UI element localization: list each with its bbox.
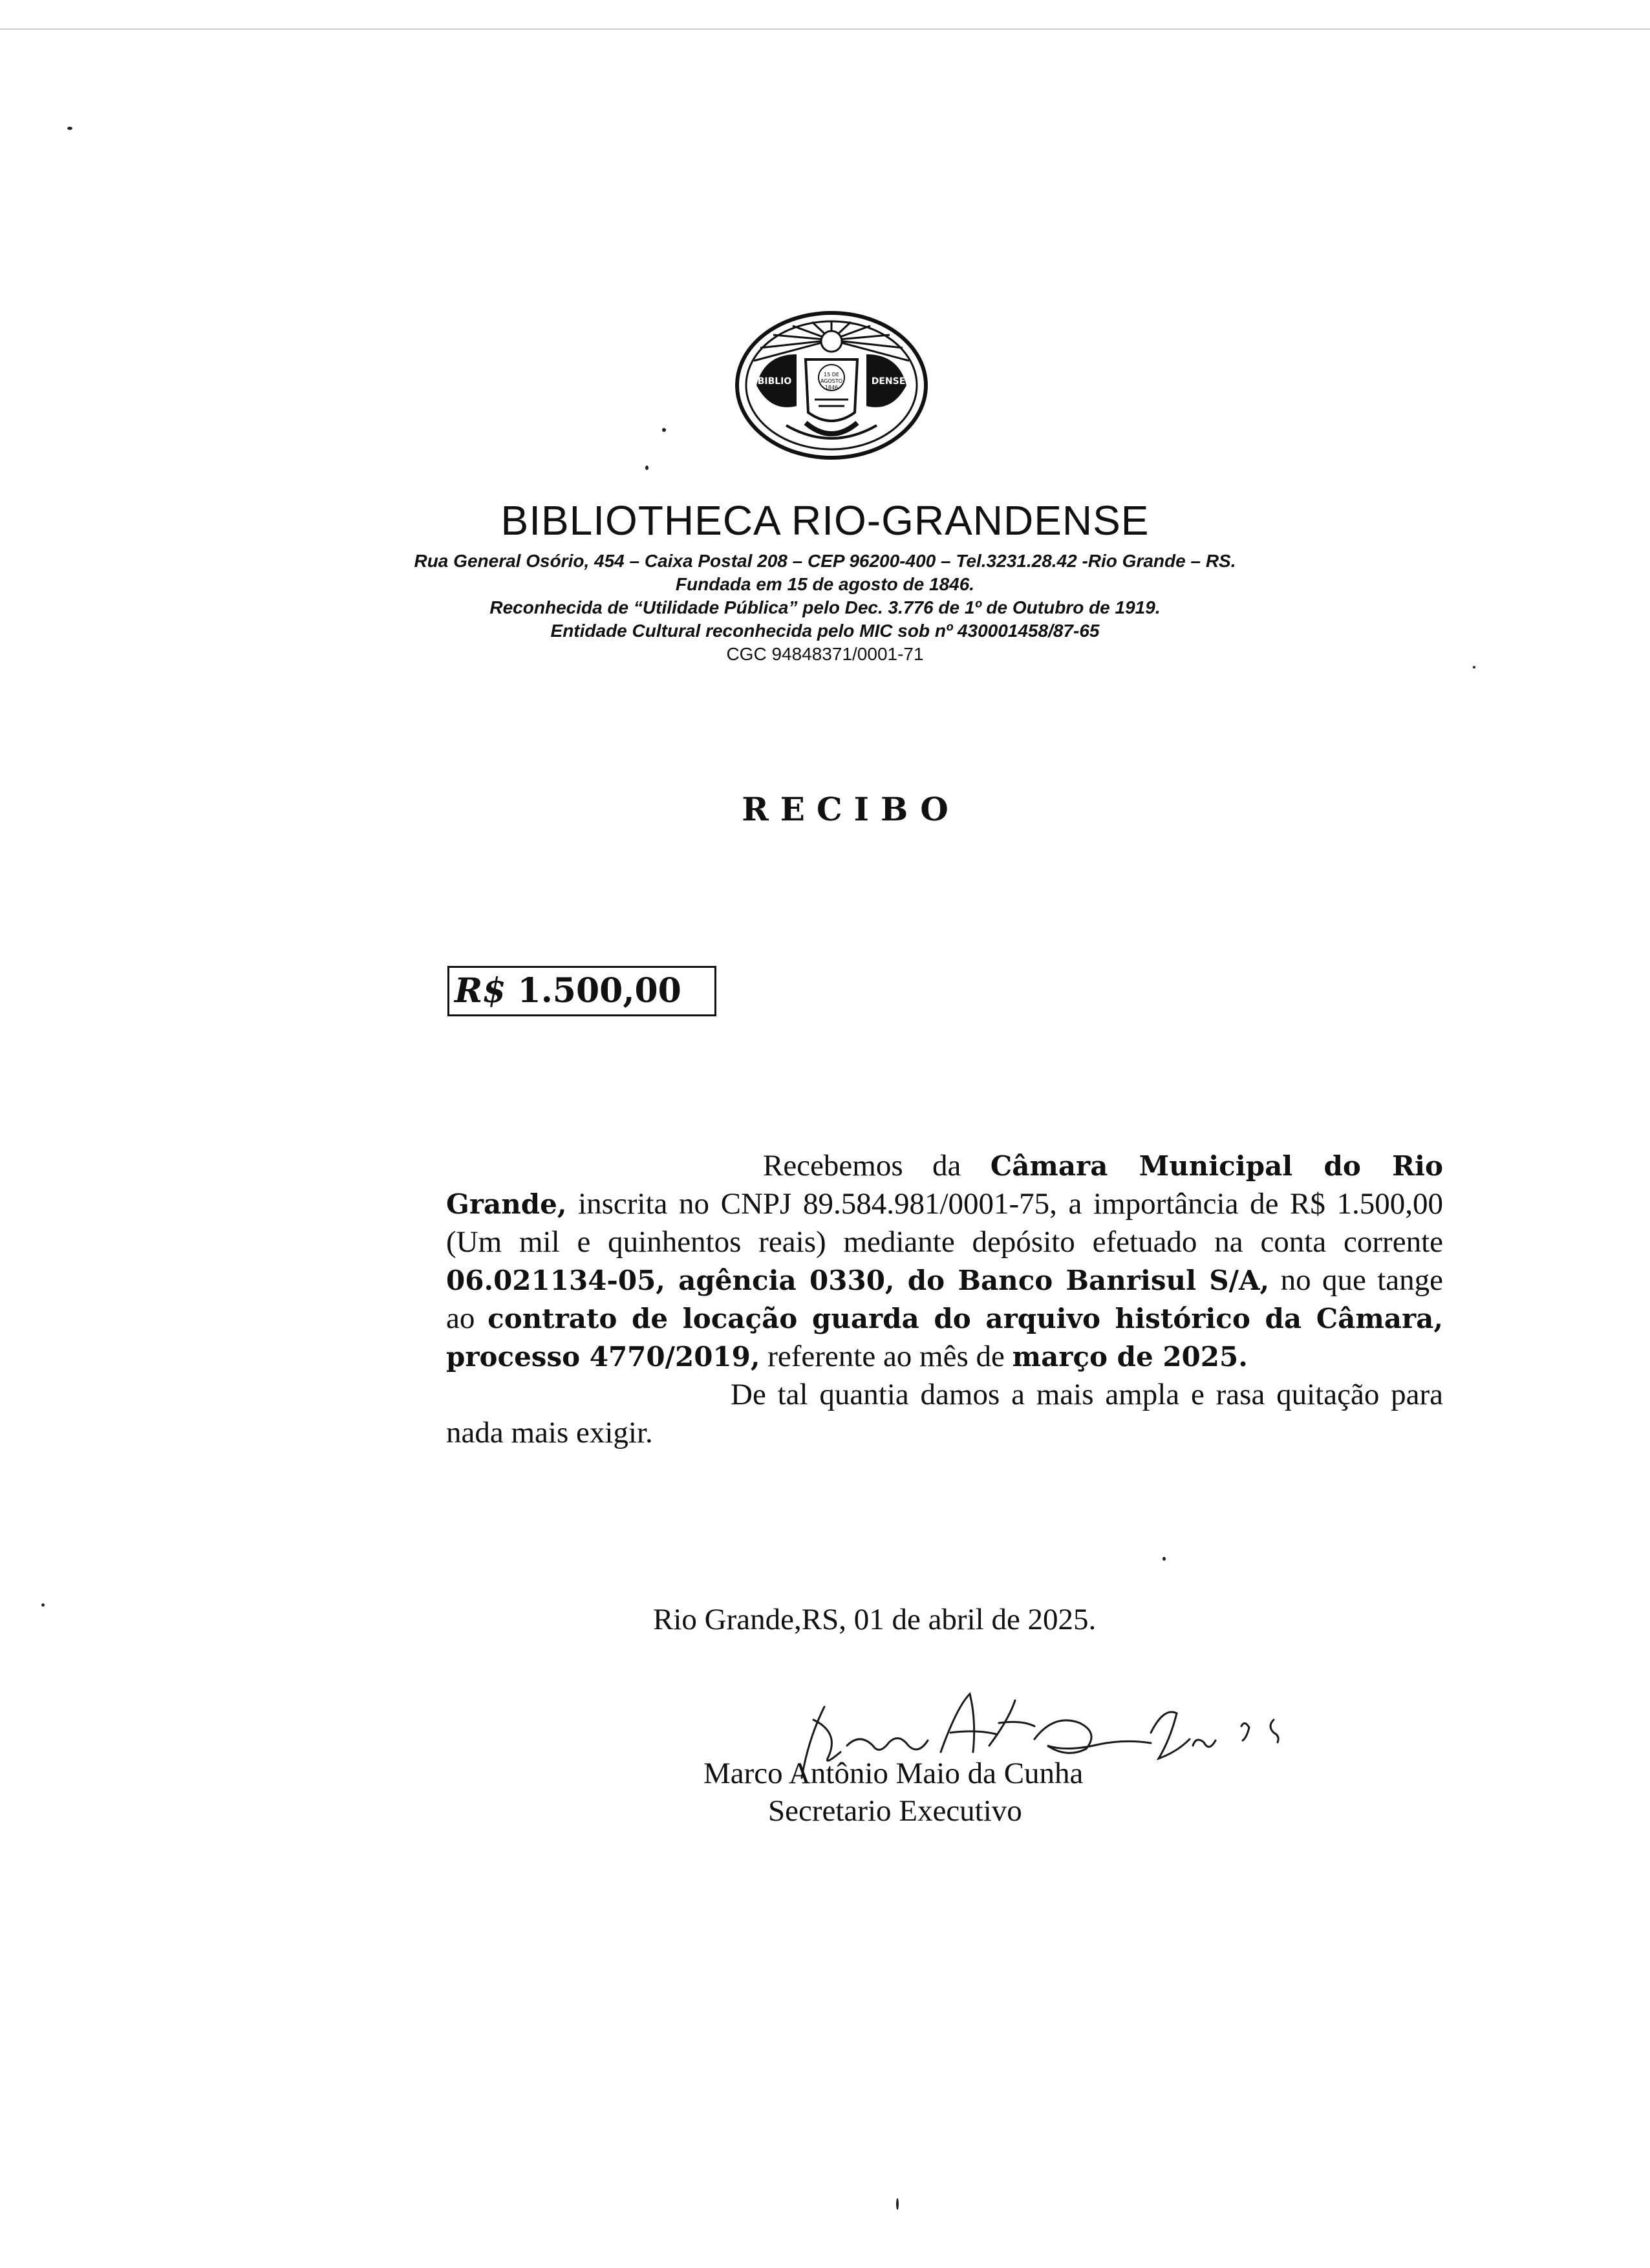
organization-cultural-registration: Entidade Cultural reconhecida pelo MIC sob nº 430001458/87-65	[550, 621, 1100, 641]
contract-reference: contrato de locação guarda do arquivo histórico da Câmara, processo 4770/2019,	[446, 1303, 1443, 1373]
scan-speck	[645, 465, 648, 470]
organization-cgc: CGC 94848371/0001-71	[726, 644, 924, 664]
receipt-paragraph-main	[446, 1147, 1443, 1376]
organization-recognition: Reconhecida de “Utilidade Pública” pelo Dec. 3.776 de 1º de Outubro de 1919.	[489, 597, 1161, 617]
body-text-segment: no que tange ao	[446, 1263, 1444, 1335]
svg-text:AGOSTO: AGOSTO	[820, 378, 843, 384]
document-title: RECIBO	[742, 790, 960, 828]
body-text-segment: Recebemos da	[763, 1149, 991, 1182]
scan-speck	[41, 1603, 45, 1607]
body-text-segment: inscrita no CNPJ 89.584.981/0001-75, a importância de R$ 1.500,00 (Um mil e quinhentos reais) mediante depósito efetuado na conta corrente	[446, 1187, 1443, 1259]
amount-box	[447, 966, 716, 1016]
scan-speck	[662, 428, 666, 432]
scan-edge-line	[0, 28, 1650, 30]
scan-speck	[896, 2198, 899, 2210]
organization-name: BIBLIOTHECA RIO-GRANDENSE	[500, 497, 1150, 544]
scan-speck	[1162, 1557, 1166, 1561]
svg-text:DENSE: DENSE	[871, 376, 906, 387]
signatory-name: Marco Antônio Maio da Cunha	[703, 1757, 1084, 1790]
scan-speck	[67, 127, 72, 130]
reference-month: março de 2025.	[1012, 1341, 1248, 1373]
receipt-body	[446, 1147, 1443, 1452]
bank-account-details: 06.021134-05, agência 0330, do Banco Banrisul S/A,	[446, 1265, 1270, 1296]
amount-value: 1.500,00	[517, 971, 681, 1011]
body-text-segment: referente ao mês de	[760, 1340, 1012, 1373]
receipt-paragraph-discharge: De tal quantia damos a mais ampla e rasa quitação para nada mais exigir.	[446, 1378, 1443, 1450]
organization-founded: Fundada em 15 de agosto de 1846.	[675, 574, 975, 594]
svg-text:1846: 1846	[824, 385, 839, 390]
svg-text:BIBLIO: BIBLIO	[757, 376, 792, 387]
payer-name: Câmara Municipal do Rio Grande,	[446, 1150, 1443, 1220]
svg-text:15 DE: 15 DE	[824, 372, 839, 378]
scan-speck	[1473, 666, 1475, 669]
institution-seal-logo	[734, 309, 928, 462]
place-and-date: Rio Grande,RS, 01 de abril de 2025.	[653, 1603, 1097, 1636]
signatory-role: Secretario Executivo	[768, 1794, 1022, 1828]
organization-address: Rua General Osório, 454 – Caixa Postal 208 – CEP 96200-400 – Tel.3231.28.42 -Rio Grande – RS.	[414, 551, 1236, 571]
amount-currency: R$	[455, 971, 506, 1011]
